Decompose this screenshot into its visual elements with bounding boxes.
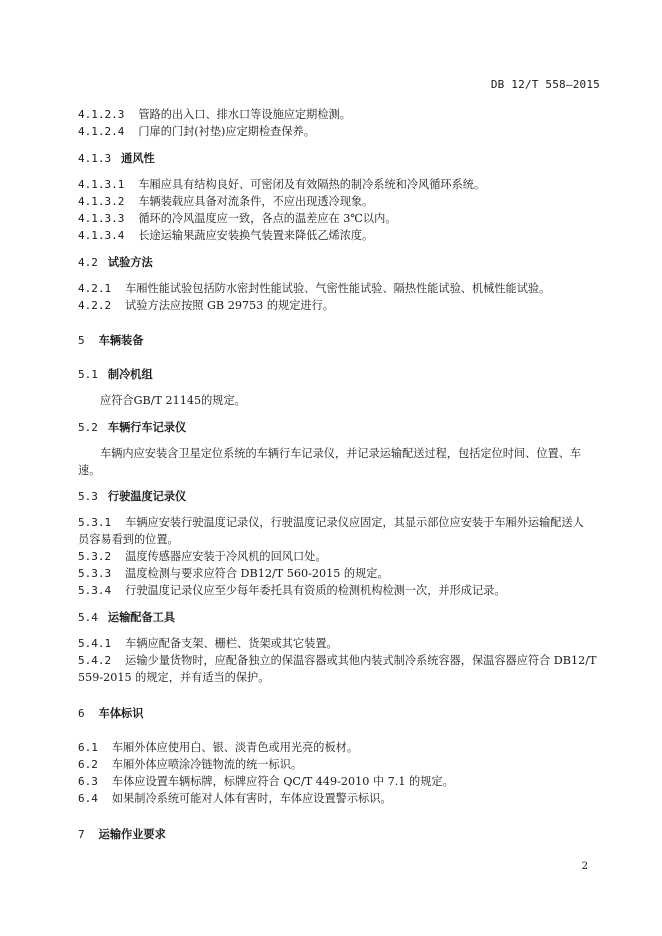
clause-number: 4.1.3.2 [78,195,125,208]
heading-title: 试验方法 [107,256,153,269]
clause-4-1-3-2 [78,195,373,209]
clause-number: 5.4.1 [78,637,112,650]
clause-number: 4.1.2.4 [78,125,125,138]
clause-text: 试验方法应按照 GB 29753 的规定进行。 [125,299,334,312]
heading-title: 行驶温度记录仪 [107,490,187,503]
clause-number: 4.1.3.1 [78,178,125,191]
clause-number: 4.1.2.3 [78,108,125,121]
clause-number: 5.3.1 [78,516,112,529]
clause-number: 5.3.2 [78,550,112,563]
heading-number: 4.2 [78,256,98,269]
clause-number: 5.3.4 [78,584,112,597]
clause-5-4-2-continuation: 559-2015 的规定，并有适当的保护。 [78,671,270,684]
clause-6-4 [78,792,392,806]
clause-text: 门扉的门封(衬垫)应定期检查保养。 [138,125,315,138]
clause-5-4-2 [78,654,596,668]
clause-text: 管路的出入口、排水口等设施应定期检测。 [138,108,351,121]
clause-number: 6.3 [78,775,98,788]
clause-text: 行驶温度记录仪应至少每年委托具有资质的检测机构检测一次，并形成记录。 [125,584,506,597]
clause-number: 4.1.3.3 [78,212,125,225]
clause-number: 5.4.2 [78,654,112,667]
clause-text: 车辆应配备支架、栅栏、货架或其它装置。 [125,637,338,650]
clause-4-2-2 [78,299,334,313]
clause-number: 4.1.3.4 [78,229,125,242]
clause-number: 4.2.1 [78,282,112,295]
clause-text: 温度传感器应安装于冷风机的回风口处。 [125,550,327,563]
heading-title: 车辆装备 [98,334,144,347]
clause-text: 如果制冷系统可能对人体有害时，车体应设置警示标识。 [111,792,392,805]
heading-5-4 [78,611,175,625]
heading-4-1-3 [78,152,155,166]
clause-number: 6.2 [78,758,98,771]
heading-number: 5.4 [78,611,98,624]
clause-text: 车厢应具有结构良好、可密闭及有效隔热的制冷系统和冷风循环系统。 [138,178,486,191]
heading-title: 运输配备工具 [107,611,176,624]
clause-text: 车厢外体应使用白、银、淡青色或用光亮的板材。 [111,741,359,754]
clause-6-3 [78,775,454,789]
clause-5-4-1 [78,637,338,651]
clause-5-3-3 [78,567,389,581]
heading-title: 通风性 [121,152,155,165]
heading-number: 5.1 [78,368,98,381]
heading-title: 制冷机组 [107,368,153,381]
heading-5-3 [78,490,186,504]
heading-number: 4.1.3 [78,152,112,165]
clause-text: 车体应设置车辆标牌，标牌应符合 QC/T 449-2010 中 7.1 的规定。 [111,775,454,788]
heading-title: 车辆行车记录仪 [107,421,187,434]
heading-7 [78,828,166,842]
page-number: 2 [581,861,588,872]
clause-4-1-2-4 [78,125,315,139]
clause-6-2 [78,758,302,772]
clause-5-3-1-continuation: 员容易看到的位置。 [78,533,179,546]
clause-5-3-2 [78,550,327,564]
clause-number: 6.1 [78,741,98,754]
heading-4-2 [78,256,153,270]
heading-5-1 [78,368,153,382]
clause-text: 车厢外体应喷涂冷链物流的统一标识。 [111,758,303,771]
heading-6 [78,707,143,721]
clause-5-3-4 [78,584,506,598]
clause-4-1-3-3 [78,212,397,226]
heading-5-2 [78,421,186,435]
clause-4-1-2-3 [78,108,351,122]
clause-text: 长途运输果蔬应安装换气装置来降低乙烯浓度。 [138,229,374,242]
clause-number: 4.2.2 [78,299,112,312]
clause-text: 车辆装载应具备对流条件，不应出现透冷现象。 [138,195,374,208]
clause-text: 循环的冷风温度应一致，各点的温差应在 3℃以内。 [138,212,397,225]
clause-number: 5.3.3 [78,567,112,580]
clause-text: 车厢性能试验包括防水密封性能试验、气密性能试验、隔热性能试验、机械性能试验。 [125,282,551,295]
heading-title: 运输作业要求 [98,828,166,841]
clause-6-1 [78,741,358,755]
clause-text: 运输少量货物时，应配备独立的保温容器或其他内装式制冷系统容器，保温容器应符合 DB12/T [125,654,597,667]
heading-5 [78,334,143,348]
clause-number: 6.4 [78,792,98,805]
heading-number: 5 [78,334,85,347]
paragraph-5-1: 应符合GB/T 21145的规定。 [100,394,246,407]
heading-number: 6 [78,707,85,720]
heading-number: 5.2 [78,421,98,434]
clause-text: 车辆应安装行驶温度记录仪，行驶温度记录仪应固定，其显示部位应安装于车厢外运输配送人 [125,516,584,529]
clause-5-3-1 [78,516,584,530]
clause-text: 温度检测与要求应符合 DB12/T 560-2015 的规定。 [125,567,389,580]
document-code: DB 12/T 558—2015 [490,78,600,91]
clause-4-2-1 [78,282,550,296]
paragraph-5-2-line-2: 速。 [78,464,101,477]
paragraph-5-2-line-1: 车辆内应安装含卫星定位系统的车辆行车记录仪，并记录运输配送过程，包括定位时间、位置、车 [100,447,582,460]
heading-number: 5.3 [78,490,98,503]
clause-4-1-3-1 [78,178,485,192]
heading-title: 车体标识 [98,707,144,720]
clause-4-1-3-4 [78,229,373,243]
heading-number: 7 [78,828,85,841]
